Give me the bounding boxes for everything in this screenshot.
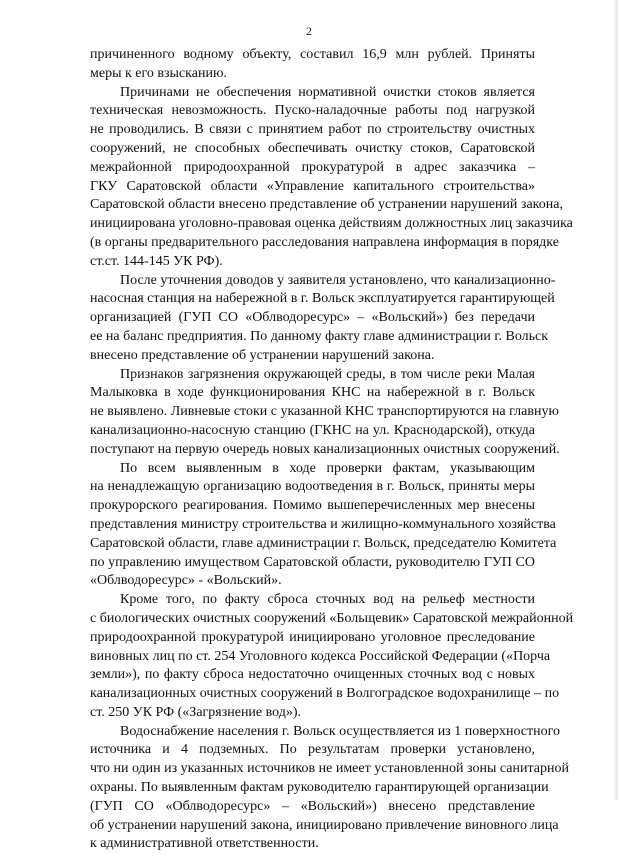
text-line: причиненного водному объекту, составил 16,9 млн рублей. Приняты bbox=[90, 47, 535, 62]
text-line: «Облводоресурс» - «Вольский». bbox=[90, 573, 282, 589]
text-line: внесено представление об устранении нарушений закона. bbox=[90, 347, 435, 363]
text-line: не выявлено. Ливневые стоки с указанной КНС транспортируются на главную bbox=[90, 404, 559, 420]
paragraph bbox=[90, 46, 535, 84]
text-line: Признаков загрязнения окружающей среды, в том числе реки Малая bbox=[120, 366, 535, 382]
text-line: ГКУ Саратовской области «Управление капитального строительства» bbox=[90, 178, 535, 194]
text-line: поступают на первую очередь новых канализационных очистных сооружений. bbox=[90, 441, 560, 457]
text-line: ее на баланс предприятия. По данному факту главе администрации г. Вольск bbox=[90, 328, 549, 344]
paragraph bbox=[90, 591, 574, 723]
page-edge-shadow bbox=[614, 0, 618, 800]
paragraph bbox=[90, 723, 569, 854]
text-line: канализационно-насосную станцию (ГКНС на ул. Краснодарской), откуда bbox=[90, 422, 535, 438]
text-line: природоохранной прокуратурой инициировано уголовное преследование bbox=[90, 629, 535, 645]
text-line: об устранении нарушений закона, инициировано привлечение виновного лица bbox=[90, 817, 559, 833]
text-line: виновных лиц по ст. 254 Уголовного кодекса Российской Федерации («Порча bbox=[90, 648, 551, 664]
text-line: По всем выявленным в ходе проверки фактам, указывающим bbox=[120, 460, 535, 476]
text-line: охраны. По выявленным фактам руководителю гарантирующей организации bbox=[90, 780, 549, 796]
text-line: что ни один из указанных источников не имеет установленной зоны санитарной bbox=[90, 761, 569, 777]
text-line: ст.ст. 144-145 УК РФ). bbox=[90, 253, 223, 269]
text-line: к административной ответственности. bbox=[90, 836, 319, 852]
text-line: После уточнения доводов у заявителя установлено, что канализационно- bbox=[120, 272, 556, 288]
text-line: меры к его взысканию. bbox=[90, 65, 227, 81]
text-line: сооружений, не способных обеспечивать очистку стоков, Саратовской bbox=[90, 140, 535, 156]
text-line: техническая невозможность. Пуско-наладочные работы под нагрузкой bbox=[90, 103, 535, 119]
text-line: земли»), по факту сброса недостаточно очищенных сточных вод с новых bbox=[90, 667, 535, 683]
text-line: ст. 250 УК РФ («Загрязнение вод»). bbox=[90, 704, 302, 720]
text-line: Саратовской области внесено представление об устранении нарушений закона, bbox=[90, 197, 563, 213]
text-line: на ненадлежащую организацию водоотведения в г. Вольск, приняты меры bbox=[90, 479, 535, 495]
text-line: межрайонной природоохранной прокуратурой в адрес заказчика – bbox=[90, 159, 535, 175]
page-number: 2 bbox=[306, 24, 312, 38]
text-line: по управлению имуществом Саратовской области, руководителю ГУП СО bbox=[90, 554, 535, 570]
text-line: Малыковка в ходе функционирования КНС на набережной в г. Вольск bbox=[90, 385, 535, 401]
text-line: Водоснабжение населения г. Вольск осуществляется из 1 поверхностного bbox=[120, 723, 561, 739]
document-body bbox=[90, 46, 574, 854]
text-line: (ГУП СО «Облводоресурс» – «Вольский») внесено представление bbox=[90, 798, 535, 814]
text-line: насосная станция на набережной в г. Вольск эксплуатируется гарантирующей bbox=[90, 291, 555, 307]
text-line: Кроме того, по факту сброса сточных вод на рельеф местности bbox=[120, 592, 535, 608]
text-line: (в органы предварительного расследования направлена информация в порядке bbox=[90, 234, 559, 250]
text-line: источника и 4 подземных. По результатам проверки установлено, bbox=[90, 742, 535, 758]
paragraph bbox=[90, 84, 573, 272]
text-line: инициирована уголовно-правовая оценка действиям должностных лиц заказчика bbox=[90, 216, 573, 232]
text-line: не проводились. В связи с принятием работ по строительству очистных bbox=[90, 122, 535, 138]
paragraph bbox=[90, 366, 560, 460]
paragraph bbox=[90, 272, 556, 366]
text-line: организацией (ГУП СО «Облводоресурс» – «Вольский») без передачи bbox=[90, 310, 535, 326]
text-line: представления министру строительства и жилищно-коммунального хозяйства bbox=[90, 516, 556, 532]
text-line: прокурорского реагирования. Помимо вышеперечисленных мер внесены bbox=[90, 498, 535, 514]
text-line: Саратовской области, главе администрации г. Вольск, председателю Комитета bbox=[90, 535, 557, 551]
text-line: с биологических очистных сооружений «Больщевик» Саратовской межрайонной bbox=[90, 610, 574, 626]
text-line: канализационных очистных сооружений в Волгоградское водохранилище – по bbox=[90, 686, 560, 702]
text-line: Причинами не обеспечения нормативной очистки стоков является bbox=[120, 84, 535, 100]
paragraph bbox=[90, 460, 557, 592]
